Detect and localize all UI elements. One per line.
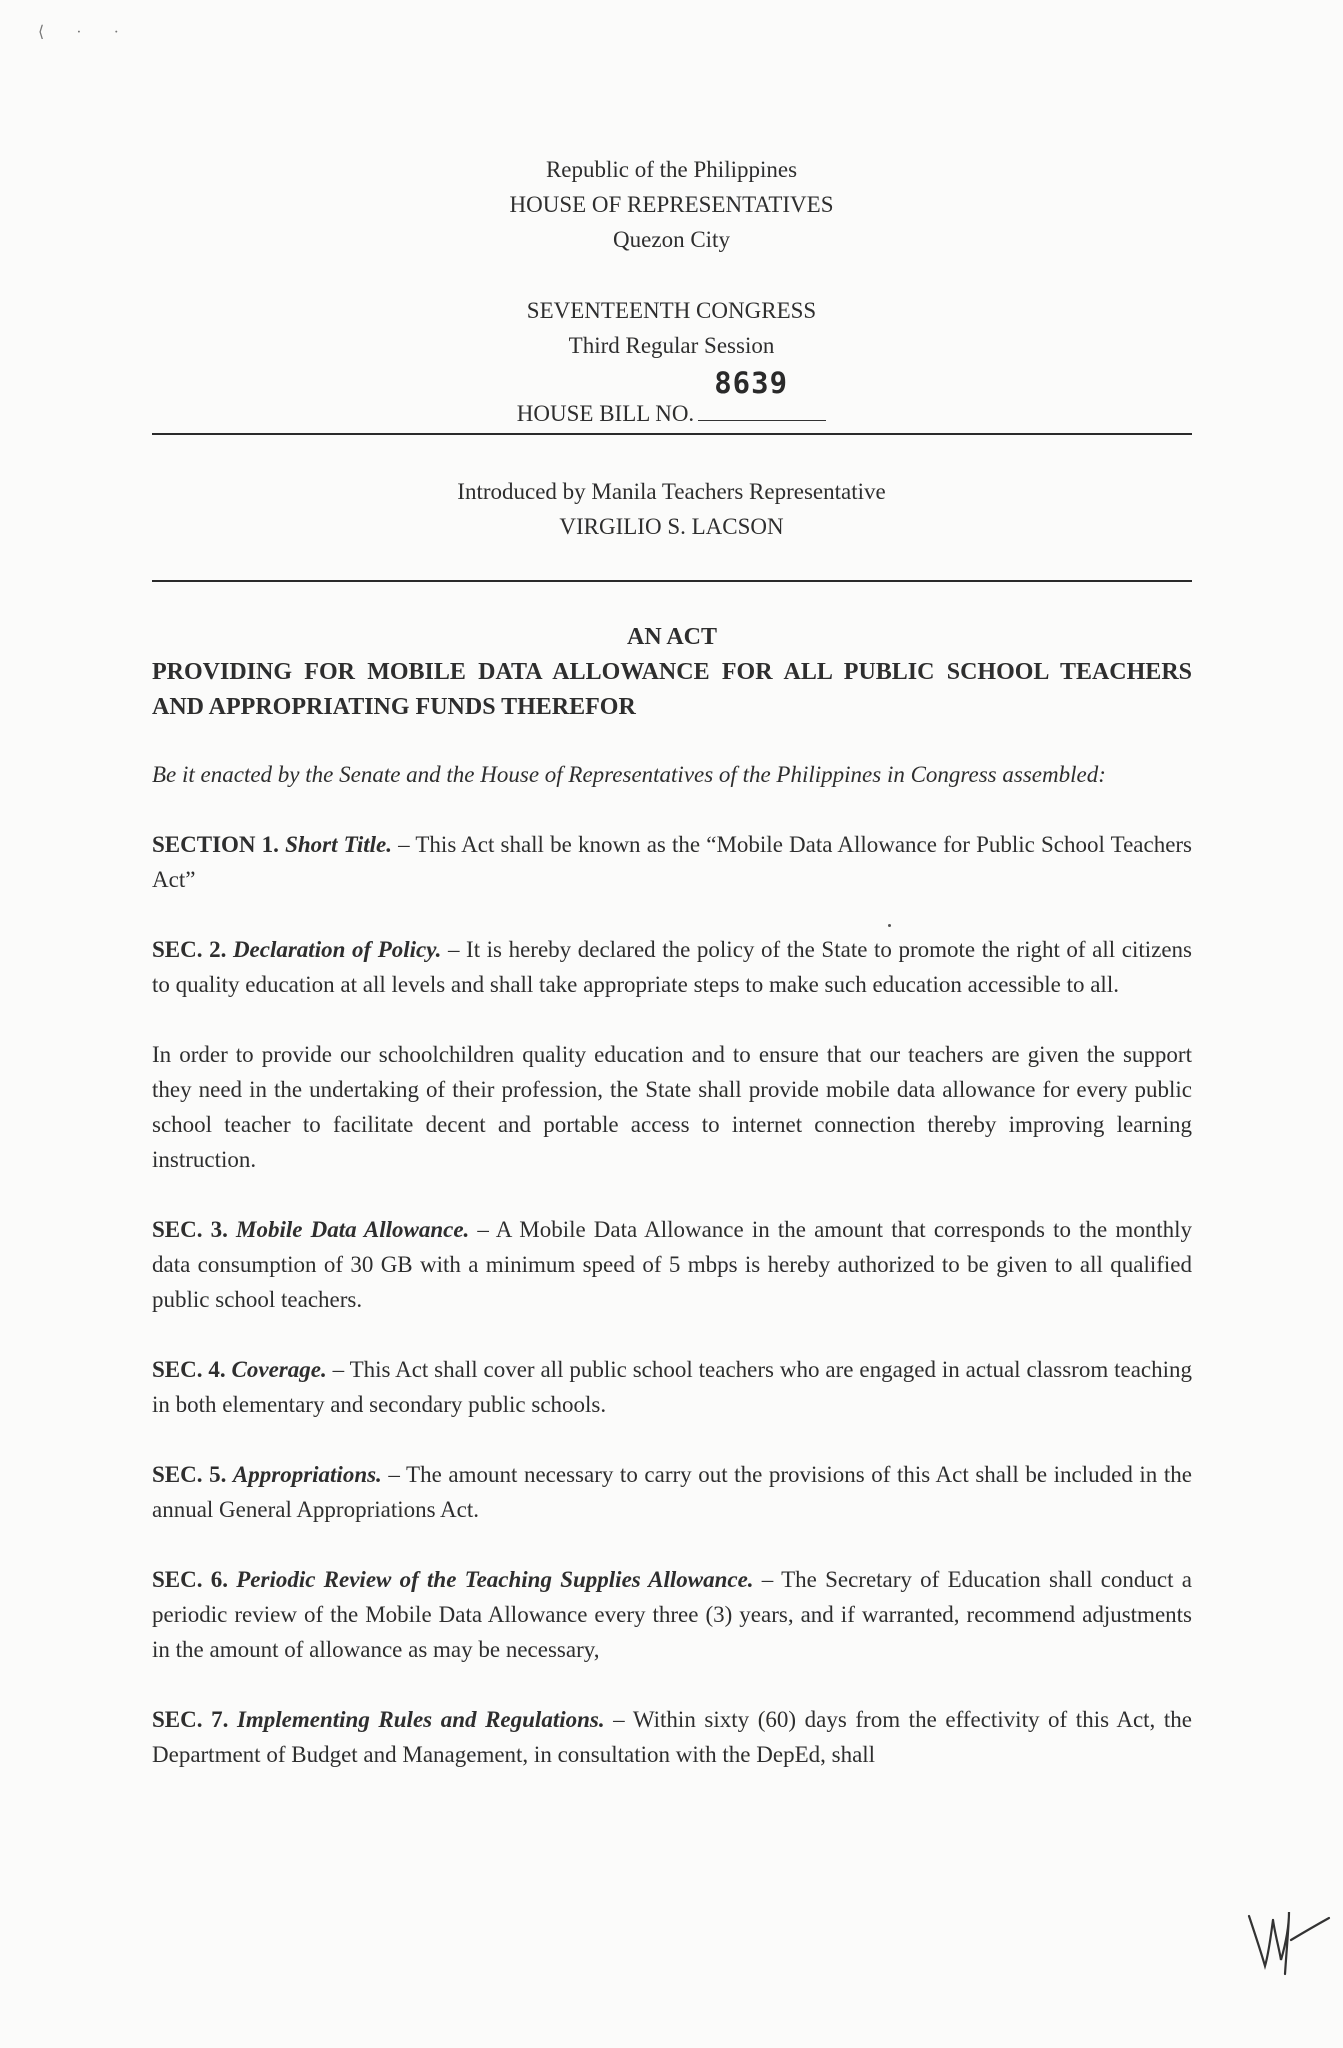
section-3 xyxy=(152,1212,1192,1317)
introducer-line: Introduced by Manila Teachers Representative xyxy=(457,479,886,504)
section-label: SEC. 7. xyxy=(152,1707,229,1732)
section-2-paragraph-2 xyxy=(152,1037,1192,1177)
section-text: In order to provide our schoolchildren quality education and to ensure that our teachers are given the support they need in the undertaking of their profession, the State shall provide mobile data allowance for every public school teacher to facilitate decent and portable access to internet connection thereby improving learning instruction. xyxy=(152,1042,1192,1172)
section-label: SEC. 3. xyxy=(152,1217,228,1242)
section-title: Coverage. xyxy=(231,1357,327,1382)
section-text: – Within sixty (60) days from the effectivity of this Act, the Department of Budget and Management, in consultation with the DepEd, shall xyxy=(152,1707,1192,1767)
section-label: SEC. 6. xyxy=(152,1567,228,1592)
section-text: – A Mobile Data Allowance in the amount that corresponds to the monthly data consumption of 30 GB with a minimum speed of 5 mbps is hereby authorized to be given to all qualified public school teachers. xyxy=(152,1217,1193,1312)
section-title: Implementing Rules and Regulations. xyxy=(236,1707,605,1732)
enacting-clause: Be it enacted by the Senate and the House of Representatives of the Philippines in Congress assembled: xyxy=(152,762,1106,787)
header-chamber: HOUSE OF REPRESENTATIVES xyxy=(509,192,834,217)
header-congress: SEVENTEENTH CONGRESS xyxy=(526,298,817,323)
bill-body xyxy=(152,757,1192,1807)
bill-number-line xyxy=(0,366,1343,427)
section-5 xyxy=(152,1457,1192,1527)
section-text: – It is hereby declared the policy of the State to promote the right of all citizens to quality education at all levels and shall take appropriate steps to make such education accessible to all. xyxy=(152,937,1193,997)
section-label: SEC. 2. xyxy=(152,937,227,962)
header-session xyxy=(0,293,1343,363)
divider-rule-top xyxy=(152,433,1192,435)
header-city: Quezon City xyxy=(613,227,730,252)
section-text: – The amount necessary to carry out the provisions of this Act shall be included in the annual General Appropriations Act. xyxy=(152,1462,1192,1522)
act-heading: AN ACT xyxy=(626,624,717,650)
section-label: SECTION 1. xyxy=(152,832,279,857)
bill-label: HOUSE BILL NO. xyxy=(516,401,695,426)
introducer-block xyxy=(0,474,1343,544)
section-7 xyxy=(152,1702,1192,1772)
section-text: – This Act shall cover all public school teachers who are engaged in actual classrom teaching in both elementary and secondary public schools. xyxy=(152,1357,1193,1417)
section-6 xyxy=(152,1562,1192,1667)
section-title: Short Title. xyxy=(285,832,392,857)
header-session-label: Third Regular Session xyxy=(568,333,775,358)
section-title: Periodic Review of the Teaching Supplies Allowance. xyxy=(236,1567,754,1592)
section-title: Declaration of Policy. xyxy=(232,937,442,962)
bill-number-blank xyxy=(698,366,826,421)
section-title: Mobile Data Allowance. xyxy=(236,1217,470,1242)
act-subject: PROVIDING FOR MOBILE DATA ALLOWANCE FOR ALL PUBLIC SCHOOL TEACHERS AND APPROPRIATING FUNDS THEREFOR xyxy=(152,659,1192,720)
header-country: Republic of the Philippines xyxy=(545,157,798,182)
scan-corner-marks: ⟨ · · xyxy=(38,24,133,41)
section-label: SEC. 5. xyxy=(152,1462,227,1487)
section-1 xyxy=(152,827,1192,897)
act-title xyxy=(152,620,1192,725)
section-2 xyxy=(152,932,1192,1002)
initials-signature xyxy=(1245,1900,1335,1980)
introducer-name: VIRGILIO S. LACSON xyxy=(559,514,784,539)
divider-rule-bottom xyxy=(152,580,1192,582)
section-text: – The Secretary of Education shall conduct a periodic review of the Mobile Data Allowance every three (3) years, and if warranted, recommend adjustments in the amount of allowance as may be necessary, xyxy=(152,1567,1192,1662)
section-4 xyxy=(152,1352,1192,1422)
header-origin xyxy=(0,152,1343,257)
scan-speck xyxy=(888,924,891,927)
section-text: – This Act shall be known as the “Mobile Data Allowance for Public School Teachers Act” xyxy=(152,832,1193,892)
section-label: SEC. 4. xyxy=(152,1357,226,1382)
bill-number-stamp: 8639 xyxy=(714,366,789,400)
section-title: Appropriations. xyxy=(232,1462,382,1487)
